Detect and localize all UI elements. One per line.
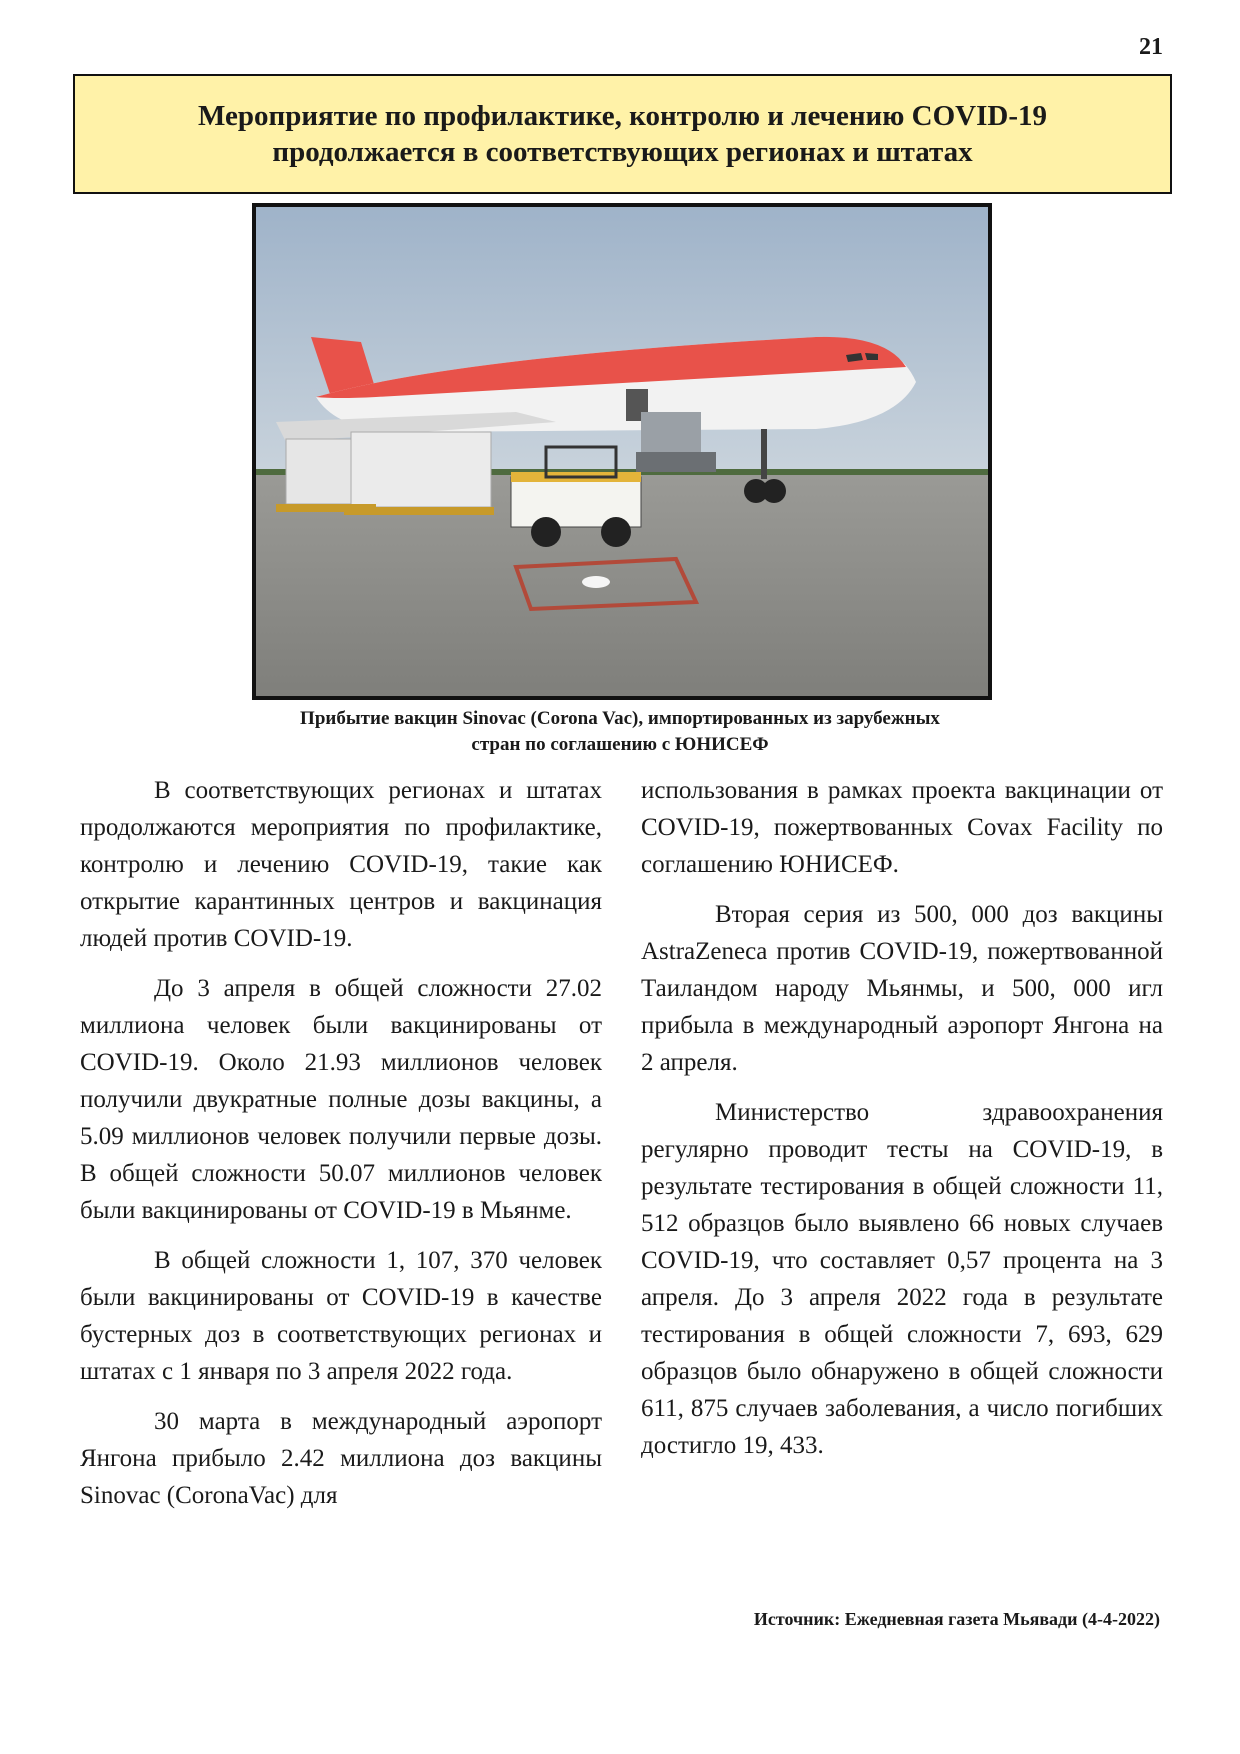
airplane-cargo-photo xyxy=(256,207,988,696)
article-column-right xyxy=(641,772,1163,1477)
ground-marker xyxy=(582,576,610,588)
cargo-dolly xyxy=(344,507,494,515)
paragraph: Министерство здравоохранения регулярно проводит тесты на COVID-19, в результате тестирования в общей сложности 11, 512 образцов было выявлено 66 новых случаев COVID-19, что составляет 0,57 процента на 3 апреля. До 3 апреля 2022 года в результате тестирования в общей сложности 7, 693, 629 образцов было обнаружено в общей сложности 611, 875 случаев заболевания, а число погибших достигло 19, 433. xyxy=(641,1099,1163,1459)
paragraph: В соответствующих регионах и штатах продолжаются мероприятия по профилактике, контролю и лечению COVID-19, такие как открытие карантинных центров и вакцинация людей против COVID-19. xyxy=(80,777,602,952)
paragraph: В общей сложности 1, 107, 370 человек были вакцинированы от COVID-19 в качестве бустерных доз в соответствующих регионах и штатах с 1 января по 3 апреля 2022 года. xyxy=(80,1247,602,1385)
wheel xyxy=(601,517,631,547)
landing-gear xyxy=(761,429,767,479)
wheel xyxy=(762,479,786,503)
paragraph: 30 марта в международный аэропорт Янгона прибыло 2.42 миллиона доз вакцины Sinovac (CoronaVac) для xyxy=(80,1408,602,1509)
photo-caption xyxy=(200,706,1040,758)
cargo-pallet xyxy=(351,432,491,507)
article-title xyxy=(198,98,1047,170)
paragraph-continuation: использования в рамках проекта вакцинации от COVID-19, пожертвованных Covax Facility по соглашению ЮНИСЕФ. xyxy=(641,777,1163,878)
cargo-loader xyxy=(641,412,701,452)
caption-line-1: Прибытие вакцин Sinovac (Corona Vac), импортированных из зарубежных xyxy=(300,708,940,729)
title-line-1: Мероприятие по профилактике, контролю и лечению COVID-19 xyxy=(198,100,1047,132)
paragraph: Вторая серия из 500, 000 доз вакцины AstraZeneca против COVID-19, пожертвованной Таиландом народу Мьянмы, и 500, 000 игл прибыла в международный аэропорт Янгона на 2 апреля. xyxy=(641,901,1163,1076)
article-column-left xyxy=(80,772,602,1527)
page-number: 21 xyxy=(1139,34,1163,60)
cockpit-window xyxy=(865,353,878,360)
title-line-2: продолжается в соответствующих регионах и штатах xyxy=(272,136,973,168)
caption-line-2: стран по соглашению с ЮНИСЕФ xyxy=(471,734,769,755)
cargo-loader-base xyxy=(636,452,716,472)
paragraph: До 3 апреля в общей сложности 27.02 миллиона человек были вакцинированы от COVID-19. Около 21.93 миллионов человек получили двукратные полные дозы вакцины, а 5.09 миллионов человек получили первые дозы. В общей сложности 50.07 миллионов человек были вакцинированы от COVID-19 в Мьянме. xyxy=(80,975,602,1224)
article-photo xyxy=(252,203,992,700)
article-title-box xyxy=(73,74,1172,194)
wheel xyxy=(531,517,561,547)
source-note: Источник: Ежедневная газета Мьявади (4-4-2022) xyxy=(753,1609,1160,1629)
